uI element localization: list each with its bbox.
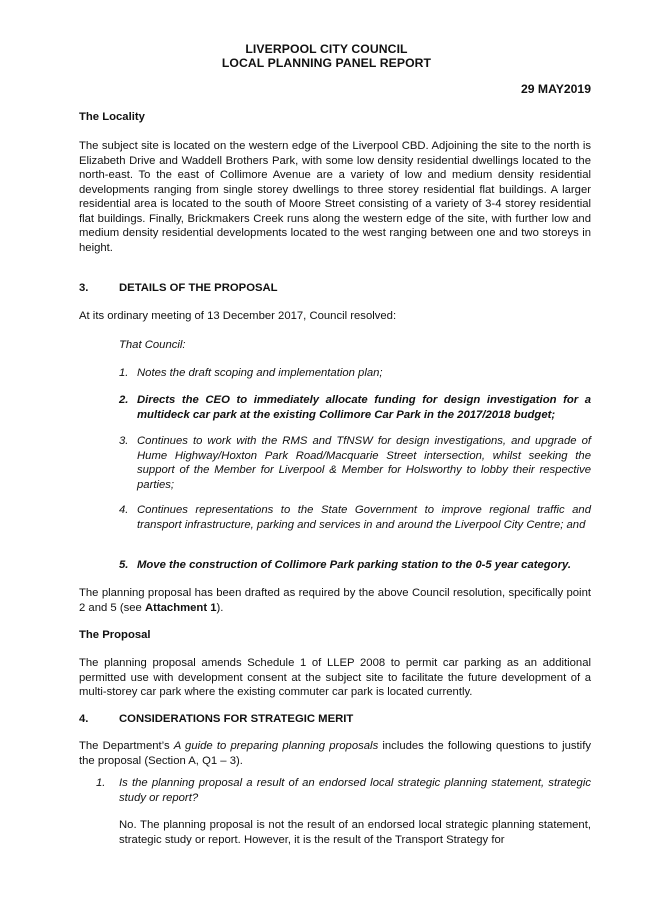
proposal-heading: The Proposal xyxy=(79,629,151,641)
locality-paragraph: The subject site is located on the western edge of the Liverpool CBD. Adjoining the site to the north is Elizabeth Drive and Waddell Brothers Park, with some low density residential dwellings located to the north-east. To the east of Collimore Avenue are a variety of low and medium density residential developments ranging from single storey dwellings to three storey residential flat buildings. A larger residential area is located to the south of Moore Street consisting of a variety of 3-4 storey residential flat buildings. Finally, Brickmakers Creek runs along the western edge of the site, with further low and medium density residential developments located to the west ranging between one and two storeys in height. xyxy=(79,140,591,254)
section-4-intro: The Department’s A guide to preparing planning proposals includes the following questions to justify the proposal (Section A, Q1 – 3). xyxy=(79,740,591,767)
resolution-item-number: 4. xyxy=(119,504,129,516)
proposal-paragraph: The planning proposal amends Schedule 1 of LLEP 2008 to permit car parking as an additional permitted use with development consent at the subject site to facilitate the future development of a multi-storey car park where the existing commuter car park is located currently. xyxy=(79,657,591,698)
report-date: 29 MAY2019 xyxy=(520,82,591,96)
resolution-item: Notes the draft scoping and implementation plan; xyxy=(137,367,383,379)
locality-heading: The Locality xyxy=(79,111,145,123)
resolution-item: Directs the CEO to immediately allocate funding for design investigation for a multideck car park at the existing Collimore Car Park in the 2017/2018 budget; xyxy=(137,394,591,421)
council-name: LIVERPOOL CITY COUNCIL xyxy=(245,42,408,56)
resolution-item: Move the construction of Collimore Park parking station to the 0-5 year category. xyxy=(137,559,571,571)
section-3-intro: At its ordinary meeting of 13 December 2017, Council resolved: xyxy=(79,310,397,322)
resolution-lead: That Council: xyxy=(119,339,186,351)
resolution-item-number: 5. xyxy=(119,559,129,571)
resolution-item-number: 3. xyxy=(119,435,129,447)
strategic-merit-answer: No. The planning proposal is not the result of an endorsed local strategic planning statement, strategic study or report. However, it is the result of the Transport Strategy for xyxy=(119,819,591,846)
section-4-number: 4. xyxy=(79,713,89,725)
guide-title: A guide to preparing planning proposals xyxy=(173,740,379,752)
strategic-merit-question: Is the planning proposal a result of an endorsed local strategic planning statement, strategic study or report? xyxy=(119,777,591,804)
resolution-item-number: 2. xyxy=(119,394,129,406)
section-4-title: CONSIDERATIONS FOR STRATEGIC MERIT xyxy=(119,713,354,725)
resolution-item: Continues representations to the State Government to improve regional traffic and transport infrastructure, parking and services in and around the Liverpool City Centre; and xyxy=(137,504,591,531)
resolution-item-number: 1. xyxy=(119,367,129,379)
question-number: 1. xyxy=(96,777,106,789)
attachment-reference: Attachment 1 xyxy=(144,601,217,614)
report-title: LOCAL PLANNING PANEL REPORT xyxy=(221,56,432,70)
section-3-number: 3. xyxy=(79,282,89,294)
resolution-followup: The planning proposal has been drafted as required by the above Council resolution, specifically point 2 and 5 (see Attachment 1). xyxy=(79,587,591,614)
resolution-item: Continues to work with the RMS and TfNSW for design investigations, and upgrade of Hume Highway/Hoxton Park Road/Macquarie Street intersection, whilst seeking the support of the Member for Liverpool & Member for Holsworthy to lobby their respective parties; xyxy=(137,435,591,491)
section-3-title: DETAILS OF THE PROPOSAL xyxy=(119,282,278,294)
